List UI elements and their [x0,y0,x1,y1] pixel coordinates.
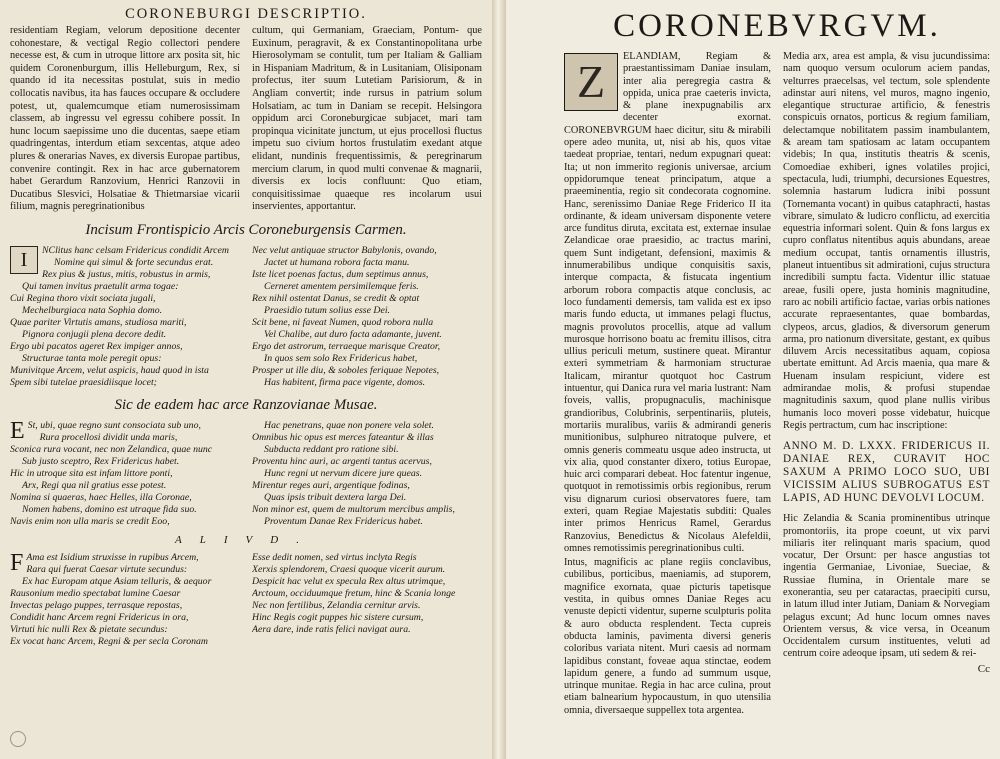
verse-line: Quas ipsis tribuit dextera larga Dei. [264,491,407,503]
musae-column-1 [10,420,240,528]
verse-line: Ex hac Europam atque Asiam telluris, & aequor [22,575,212,587]
decorated-initial-z: Z [564,53,618,111]
verse-line: Rausonium medio spectabat lumine Caesar [10,587,181,599]
musae-poem [10,420,482,528]
verse-line: Nomina si quaeras, haec Helles, illa Coronae, [10,491,192,503]
verse-line: Sub justo sceptro, Rex Fridericus habet. [22,455,180,467]
verse-line: Has habitent, firma pace vigente, domos. [264,376,426,388]
carmen-column-1 [10,245,240,389]
verse-line: Xerxis splendorem, Craesi quoque vicerit aurum. [252,563,446,575]
verse-line: Nec velut antiquae structor Babylonis, ovando, [252,244,437,256]
verse-line: Invectas pelago puppes, terrasque repostas, [10,599,183,611]
verse-line: Hinc Regis cogit puppes hic sistere cursum, [252,611,424,623]
verse-line: Ergo ubi pacatos ageret Rex impiger annos, [10,340,183,352]
verse-line: Ama est Isidium struxisse in rupibus Arcem, [26,551,199,563]
right-prose [564,51,990,719]
right-page [506,0,1000,759]
verse-line: Condidit hanc Arcem regni Fridericus in ora, [10,611,189,623]
verse-line: Jactet ut humana robora facta manu. [264,256,410,268]
book-gutter [492,0,506,759]
carmen-title: Incisum Frontispicio Arcis Coroneburgensis Carmen. [85,221,407,238]
verse-line: Iste licet poenas factus, dum septimus annus, [252,268,429,280]
verse-line: Munivitque Arcem, velut aspicis, haud quod in ista [10,364,209,376]
verse-line: NClitus hanc celsam Fridericus condidit Arcem [42,244,229,256]
left-page [0,0,492,759]
verse-line: Mirentur reges auri, argentique fodinas, [252,479,410,491]
verse-line: Rex nihil ostentat Danus, se credit & optat [252,292,420,304]
verse-line: Hic in utroque sita est infam littore ponti, [10,467,173,479]
carmen-poem [10,245,482,389]
library-stamp-icon [10,731,26,747]
verse-line: Arctoum, occiduumque fretum, hinc & Scania longe [252,587,456,599]
verse-line: Ergo det astrorum, terraeque marisque Creator, [252,340,441,352]
verse-line: Navis enim non ulla maris se credit Eoo, [10,515,170,527]
aliud-initial-letter: F [10,551,24,574]
musae-column-2 [252,420,482,528]
verse-line: Cui Regina thoro vixit sociata jugali, [10,292,156,304]
verse-line: Virtuti hic nulli Rex & pietate secundus: [10,623,168,635]
verse-line: Spem sibi tutelae praesidiisque locet; [10,376,157,388]
verse-line: Nomine qui simul & forte secundus erat. [54,256,214,268]
verse-line: Structurae tanta mole peregit opus: [22,352,162,364]
verse-line: Pignora conjugii plena decore dedit. [22,328,167,340]
aliud-column-2 [252,552,482,648]
verse-line: Rara qui fuerat Caesar virtute secundus: [26,563,188,575]
verse-line: Scit bene, ni faveat Numen, quod robora nulla [252,316,434,328]
verse-line: Subducta reddant pro ratione sibi. [264,443,399,455]
verse-line: Non minor est, quem de multorum mercibus amplis, [252,503,455,515]
page-title: CORONEBVRGVM. [613,8,941,44]
right-column-1 [564,51,771,719]
verse-line: Quae pariter Virtutis amans, studiosa mariti, [10,316,187,328]
verse-line: Rex pius & justus, mitis, robustus in armis, [42,268,211,280]
aliud-poem [10,552,482,648]
prose-paragraph: Intus, magnificis ac plane regiis conclavibus, cubilibus, porticibus, maeniamis, ad stuporem, magnifice exornata, quae picturis tapetisque vestita, in quibus omnes Daniae Reges acu venuste depicti videntur, superne sculpturis polita & auro obducta resplendent. Tecta cupreis obducta laminis, pavimenta diversi generis coloribus variata nitent. Muri caesis ad normam lapidibus constant, foveae aqua stinctae, eodem lapidum genere, a fundo ad summum usque, utrinque munitae. Regia in hac arce culina, prout etiam balnearium hypocaustum, in quo utensilia omnia, diversaeque suppellex tota argentea. [564,557,771,716]
prose-text: cultum, qui Germaniam, Graeciam, Pontum- que Euxinum, peragravit, & ex Constantinopolitana urbe Hierosolymam se contulit, tum per Italiam & Galliam in Hispaniam Madritum, & in Lusitaniam, Olisiponam profectus, iter suum Lutetiam Parisiorum, & in Angliam convertit; inde rursus in patrium solum Holsatiam, ac tum in Daniam se recepit. Helsingora oppidum arci Coroneburgicae subjacet, mari tam propinqua vicinitate junctum, ut ejus procellosi fluctus impetu suo civium hortos frustulatim exedant atque elidant, nundinis frequentissimis, & peregrinarum mercium clarum, in quod multi convenae & magnarii, diversis ex locis confluunt: Quo etiam, conquisitissimae quaeque res incolarum usui inservientes, apportantur. [252,25,482,213]
verse-line: Hac penetrans, quae non ponere vela solet. [264,419,434,431]
verse-line: Ex vocat hanc Arcem, Regni & per secla Coronam [10,635,208,647]
prose-paragraph: ELANDIAM, Regiam & praestantissimam Daniae insulam, inter alia peregregia castra & oppida, unica prae caeteris invicta, & plane inexpugnabilis arx decenter exornat. CORONEBVRGUM haec dicitur, situ & mirabili opere adeo munita, ut, nisi ab his, quos vitae taedeat propriae, tentari, nedum expugnari queat: Ita; ut non immerito regionis universae, arcium oppidorumque teneat principatum, atque a praeeminentia, regio sit condecorata cognomine. Hanc, serenissimo Daniae Rege Friderico II ita ordinante, & ideam universam disponente vetere arce funditus diruta, excitata est, externae insulae Zelandicae orae praesidio, ac tractus marini, quem Sunt indigetant, defensioni, maximis & innumerabilibus undique conquisitis saxis, interque compacta, & fistucata ingentium arborum robora compactis atque conclusis, ac loco fundamenti demersis, tam valida est ex ipso maris fundo educta, ut immanes pelagi fluctus, magnis provolutos procellis, atque ad vallum murosque horrisono boatu ac fremitu illisos, citra ullius periculi metum, sustinere queat. Mirantur exteri symmetriam & harmoniam structurae Italicam, mirantur quotquot hoc Castrum intuentur, qui Danica rura vel maria lustrant: Nam foveis, vallis, propugnaculis, machinisque grandioribus, Colubrinis, serpentinariis, pluteis, mortariis muralibus, variis & admirandi generis munitionibus, sulphureo nitratoque pulvere, et omnis generis commeatu usque adeo instructa, ut vix alia, quod constanter dixero, totius Europae, huic arci comparari debeat. Hoc fatentur ingenue, quotquot in remotissimis orbis regionibus, rerum visu dignarum curiosi observatores fuere, tam exteri, quam Regiae Majestatis subditi: Quales inter primos Henricus Ramel, Gerardus Ranzovius, Benedictus & Nicolaus Alefeldii, omnes remotissimis peregrinationibus culti. [564,51,771,554]
right-column-2 [783,51,990,719]
left-running-header: CORONEBURGI DESCRIPTIO. [125,6,367,22]
aliud-column-1 [10,552,240,648]
verse-line: Omnibus hic opus est merces fateantur & illas [252,431,434,443]
verse-line: Mechelburgiaca nata Sophia domo. [22,304,163,316]
verse-line: Arx, Regi qua nil gratius esse potest. [22,479,167,491]
verse-line: Aera dare, inde ratis felici navigat aura. [252,623,411,635]
prose-text: residentiam Regiam, velorum depositione decenter cohonestare, & vectigal Regio collectori pendere necesse est, & cum in utroque littore arx posita sit, hic quidem Coronenburgum, illis Helleburgum, Rex, si quando id ita necessitas postulat, suis in medio collocatis navibus, ita has fauces occupare & occludere potest, ut, qualemcumque etiam numerosissimam classem, ab ingressu vel egressu cohibere possit. In hunc locum saepissime uno die ducentas, saepe etiam quadringentas, interdum etiam sexcentas, atque adeo plures & onerarias Naves, ex diversis Europae partibus, convenire contingit. Rex in hac arce gubernatorem habet Gerardum Ranzovium, Henrici Ranzovii in Ducatibus Slesvici, Holsatiae & Thietmarsiae vicarii filium, magnis peregrinationibus [10,25,240,213]
verse-line: Proventu hinc auri, ac argenti tantus acervus, [252,455,432,467]
aliud-heading: ALIVD. [175,533,317,546]
verse-line: In quos sem solo Rex Fridericus habet, [264,352,418,364]
verse-line: Proventum Danae Rex Fridericus habet. [264,515,423,527]
prose-paragraph: Media arx, area est ampla, & visu jucundissima: nam quoquo versum oculorum aciem pandas, velturres praecelsas, vel tectum, sole splendente adinstar auri nitens, vel muros, magno ingenio, elegantique structurae artificio, & fenestris conspicuis ornatos, porticus & regium familiam, delectamque nobilitatem passim inambulantem, & aream tam spatiosam ac latam occupantem videbis; In qua, institutis theatris & scenis, Comoediae exhiberi, ignes volatiles projici, spectacula, ludi, triumphi, decursiones Equestres, solemnia hastarum ludicra inibi possunt (Tornemanta vocant) in quibus cataphracti, hastas vibrare, simulato & ludicro conflictu, ad exercitia equestria informari solent. Quin & fons largus ex cupro conflatus nitentibus aquis abundans, areae medium occupat, tantis ornamentis illustris, planeut intuentibus sit admirationi, cujus structura incredibili sumptu facta. Videntur illic statuae areae, fusili opere, justa hominis magnitudine, raro ac nobili artificio factae, varias orbis nationes accurate repraesentantes, quae bombardas, clypeos, arcus, gladios, & diversorum generum arma, pro nationum diversitate, gestant, ex quibus diluvem Arcis necessitatibus aquam, copiosa ubertate emittunt. Ad Arcis maenia, qua mare & Huenam insulam respiciunt, videre est admirandae molis, & profusi stupendae magnitudinis saxum, quod plane nullis viribus humanis loco moveri posse videbatur, huicque Regis pertractum, cum hac inscriptione: [783,51,990,431]
verse-line: Cerneret amentem persimilemque feris. [264,280,419,292]
carmen-initial-letter: I [10,246,38,274]
verse-line: Nec non fertilibus, Zelandia cernitur arvis. [252,599,421,611]
carmen-column-2 [252,245,482,389]
verse-line: Vel Chalibe, aut duro facta adamante, juvent. [264,328,442,340]
verse-line: Despicit hac velut ex specula Rex altus utrimque, [252,575,446,587]
stone-inscription: ANNO M. D. LXXX. FRIDERICUS II. DANIAE REX, CURAVIT HOC SAXUM A PRIMO LOCO SUO, UBI VICISSIM ALIUS SUBROGATUS EST LAPIS, AD HUNC DEVOLVI LOCUM. [783,440,990,505]
verse-line: Rura procellosi dividit unda maris, [39,431,178,443]
prose-paragraph: Hic Zelandia & Scania prominentibus utrinque promontoriis, ita prope coeunt, ut vix parvi miliaris iter relinquant maris spacium, quod vocatur, Der Orsunt: per hasce angustias tot ingentia Germaniae, Livoniae, Sueciae, & Russiae flumina, in Orientale mare se exonerantia, seu per cataractas, praecipiti cursu, in latum illud inter Jutiam, Daniam & Norvegiam pelagus excunt; Ad hunc locum omnes naves Orientem versus, & vice versa, in Oceanum Occidentalem cursum instituentes, veluti ad centrum coire adeoque ipsam, uti sedem & rei- [783,513,990,660]
verse-line: Praesidio tutum solius esse Dei. [264,304,390,316]
verse-line: Hunc regni ut nervum dicere jure queas. [264,467,423,479]
verse-line: Esse dedit nomen, sed virtus inclyta Regis [252,551,417,563]
verse-line: Qui tamen invitus praetulit arma togae: [22,280,179,292]
prose-column-1 [10,25,240,214]
musae-title: Sic de eadem hac arce Ranzovianae Musae. [114,396,378,413]
catchword: Cc [977,662,990,675]
verse-line: Prosper ut ille diu, & soboles feriquae Nepotes, [252,364,440,376]
verse-line: Sconica rura vocant, nec non Zelandica, quae nunc [10,443,213,455]
musae-initial-letter: E [10,419,25,442]
prose-column-2 [252,25,482,214]
left-prose [10,25,482,214]
verse-line: Nomen habens, domino est utraque fida suo. [22,503,197,515]
verse-line: St, ubi, quae regno sunt consociata sub uno, [27,419,201,431]
